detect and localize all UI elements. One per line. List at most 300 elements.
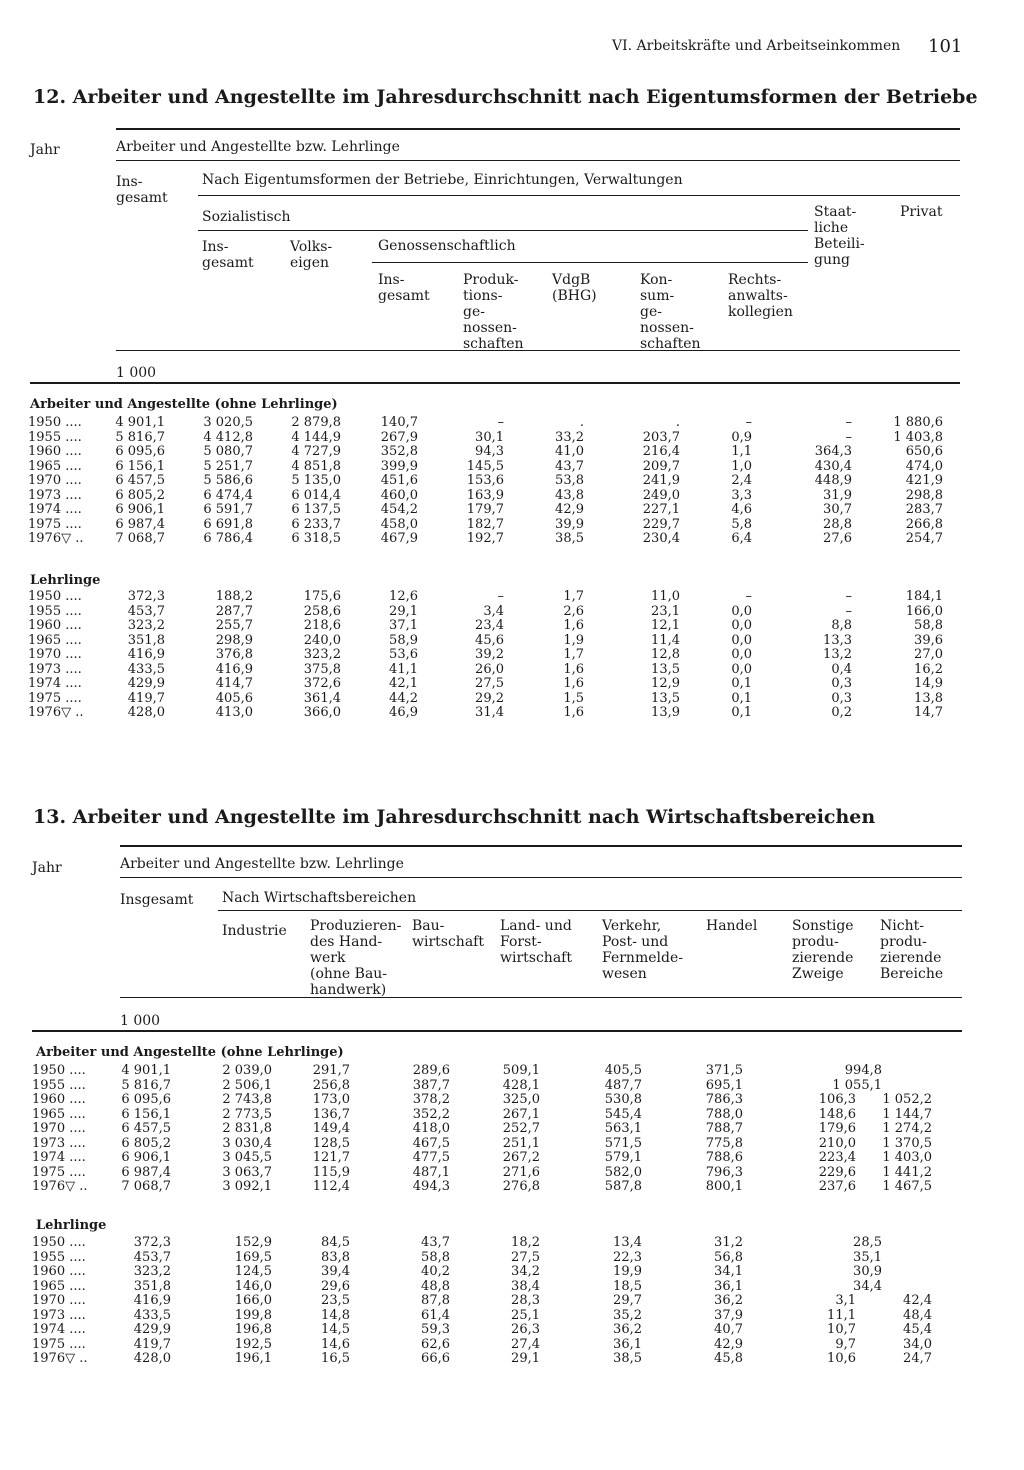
table-cell: 267,9 [380,429,418,445]
table-cell: 4 901,1 [121,1063,171,1078]
table-row [0,1338,1024,1353]
table-cell: 0,1 [731,690,752,706]
table-row [0,1309,1024,1324]
table-cell: 28,3 [511,1293,540,1308]
table-row [0,677,1024,692]
table-cell: 323,2 [133,1264,171,1279]
table-cell: 271,6 [502,1164,540,1180]
table-cell: 106,3 [818,1092,856,1107]
table-cell: 12,1 [651,618,680,633]
table-row [0,1079,1024,1094]
table-cell: 4 144,9 [291,429,341,445]
table12-lehrlinge-rows [0,590,1024,721]
table-cell: 33,2 [555,429,584,445]
table-cell: 6 095,6 [121,1092,171,1107]
table-cell: 27,0 [914,647,943,662]
table-cell: 14,7 [914,705,943,720]
row-year: 1960 .... [28,444,82,459]
table-cell: 26,0 [475,661,504,677]
table13-col-insgesamt: Insgesamt [120,892,194,908]
table-cell: 152,9 [234,1235,272,1250]
table-cell: 1,6 [563,705,584,720]
table-cell: 35,2 [613,1307,642,1323]
table-cell: 430,4 [814,458,852,474]
table-cell: 115,9 [312,1164,350,1180]
table-cell: 399,9 [380,458,418,474]
table-cell: 42,1 [389,676,418,691]
table-row [0,1122,1024,1137]
row-year: 1974 .... [32,1322,86,1337]
table-cell: 210,0 [818,1135,856,1151]
table-cell: 0,9 [731,429,752,445]
table-cell: 6 457,5 [115,473,165,488]
table-cell: 87,8 [421,1293,450,1308]
table-cell: 298,8 [905,487,943,503]
table13-section-lehrlinge: Lehrlinge [36,1218,107,1233]
table-cell: 6 457,5 [121,1121,171,1136]
table-cell: 112,4 [312,1179,350,1194]
table-cell: 229,7 [642,516,680,532]
table-cell: 34,0 [903,1336,932,1352]
table-cell: 36,2 [613,1322,642,1337]
table12-col-jahr: Jahr [30,142,60,158]
row-year: 1976▽ .. [32,1179,88,1194]
table-cell: 0,1 [731,705,752,720]
table-cell: 9,7 [835,1336,856,1352]
table-cell: 258,6 [303,603,341,619]
table-cell: 788,6 [705,1150,743,1165]
table-cell: 6 474,4 [203,487,253,503]
table-cell: 62,6 [421,1336,450,1352]
table-cell: 3 045,5 [222,1150,272,1165]
table-cell: 414,7 [215,676,253,691]
table-row [0,1294,1024,1309]
table-cell: 405,5 [604,1063,642,1078]
table-row [0,1251,1024,1266]
table-cell: 477,5 [412,1150,450,1165]
table-row [0,460,1024,475]
table12-header-nach: Nach Eigentumsformen der Betriebe, Einrichtungen, Verwaltungen [202,172,683,188]
table-cell: 39,2 [475,647,504,662]
table-cell: 146,0 [234,1278,272,1294]
table-cell: 800,1 [705,1179,743,1194]
table-cell: 428,0 [127,705,165,720]
table-cell: 298,9 [215,632,253,648]
table-cell: 13,9 [651,705,680,720]
table-cell: 352,8 [380,444,418,459]
table-cell: 12,6 [389,589,418,604]
table13-col-sonstige: Sonstige produ- zierende Zweige [792,918,854,982]
table-cell: 13,5 [651,661,680,677]
table-cell: 140,7 [380,415,418,430]
table-cell: 429,9 [133,1322,171,1337]
table-cell: 241,9 [642,473,680,488]
table-cell: 13,2 [823,647,852,662]
table12-col-staatlich: Staat- liche Beteili- gung [814,204,865,268]
table-cell: 2 743,8 [222,1092,272,1107]
table-cell: – [845,429,852,445]
table-cell: 42,4 [903,1293,932,1308]
table-cell: 1 441,2 [882,1164,932,1180]
table-cell: 196,8 [234,1322,272,1337]
table-cell: 53,6 [389,647,418,662]
table-cell: 1,6 [563,676,584,691]
table-cell: 467,9 [380,531,418,546]
table-cell: 3 092,1 [222,1179,272,1194]
table-cell: 30,1 [475,429,504,445]
table-cell: 6 591,7 [203,502,253,517]
table-cell: 29,6 [321,1278,350,1294]
table-cell: 1 370,5 [882,1135,932,1151]
table-cell-merged: 30,9 [853,1264,882,1279]
table-cell: 1,9 [563,632,584,648]
table-cell: 29,1 [389,603,418,619]
table12-arbeiter-rows [0,416,1024,547]
table-cell: 2 039,0 [222,1063,272,1078]
table-cell: 43,8 [555,487,584,503]
table-cell: 3,3 [731,487,752,503]
table-cell: 6 805,2 [121,1135,171,1151]
table-cell: 45,8 [714,1351,743,1366]
row-year: 1976▽ .. [28,531,84,546]
row-year: 1975 .... [32,1336,86,1352]
table-cell: 14,5 [321,1322,350,1337]
table-cell: 18,5 [613,1278,642,1294]
table13-col-jahr: Jahr [32,860,62,876]
table12-col-privat: Privat [900,204,943,220]
table-cell: 3,1 [835,1293,856,1308]
table-row [0,431,1024,446]
row-year: 1973 .... [32,1307,86,1323]
table-cell-merged: 35,1 [853,1249,882,1265]
table-row [0,1064,1024,1079]
table-cell: 29,1 [511,1351,540,1366]
table-cell: 6 691,8 [203,516,253,532]
table-cell: – [845,589,852,604]
table-cell: 182,7 [466,516,504,532]
table-cell: 175,6 [303,589,341,604]
table-cell: 6 156,1 [121,1106,171,1122]
table-cell: 188,2 [215,589,253,604]
table-cell: 11,1 [827,1307,856,1323]
row-year: 1950 .... [28,415,82,430]
table-cell: 2 506,1 [222,1077,272,1093]
table-cell: 14,6 [321,1336,350,1352]
table-row [0,1352,1024,1367]
table-cell-merged: 1 055,1 [832,1077,882,1093]
rule [116,350,960,351]
table-cell: 6 987,4 [115,516,165,532]
table12-col-produktion: Produk- tions- ge- nossen- schaften [463,272,524,352]
table-cell: 448,9 [814,473,852,488]
table-cell: 254,7 [905,531,943,546]
table-cell: – [845,603,852,619]
rule [372,262,808,263]
table13-arbeiter-rows [0,1064,1024,1195]
table12-title: 12. Arbeiter und Angestellte im Jahresdurchschnitt nach Eigentumsformen der Betriebe [33,86,978,108]
table-row [0,1280,1024,1295]
rule [218,910,962,911]
table-cell: 453,7 [127,603,165,619]
table-cell: 474,0 [905,458,943,474]
table-cell: 5 816,7 [121,1077,171,1093]
row-year: 1970 .... [28,473,82,488]
rule [198,230,808,231]
rule [120,877,962,878]
table-cell: 227,1 [642,502,680,517]
table-cell: 372,6 [303,676,341,691]
table-cell: 27,4 [511,1336,540,1352]
table-cell: 371,5 [705,1063,743,1078]
table-cell: 38,5 [613,1351,642,1366]
row-year: 1976▽ .. [28,705,84,720]
table-cell: 23,1 [651,603,680,619]
row-year: 1975 .... [28,690,82,706]
table-row [0,1180,1024,1195]
table-cell: 124,5 [234,1264,272,1279]
table-row [0,1265,1024,1280]
table-cell: 7 068,7 [121,1179,171,1194]
table-row [0,416,1024,431]
table-cell: 323,2 [303,647,341,662]
table-row [0,1151,1024,1166]
table-cell: 31,4 [475,705,504,720]
table12-header-sozialistisch: Sozialistisch [202,209,291,225]
table-cell: 460,0 [380,487,418,503]
rule [198,195,960,196]
table-cell: 12,8 [651,647,680,662]
table-cell: 4,6 [731,502,752,517]
table-cell: 582,0 [604,1164,642,1180]
table-cell: 43,7 [555,458,584,474]
table-cell: 351,8 [127,632,165,648]
running-header: VI. Arbeitskräfte und Arbeitseinkommen [612,38,901,54]
table-cell: 23,4 [475,618,504,633]
table-cell: 428,0 [133,1351,171,1366]
table-cell: 372,3 [133,1235,171,1250]
table-cell: 6 156,1 [115,458,165,474]
table-cell: 545,4 [604,1106,642,1122]
table13-header-nach: Nach Wirtschaftsbereichen [222,890,417,906]
table-cell: 4 901,1 [115,415,165,430]
table-cell: 218,6 [303,618,341,633]
table-cell: 13,8 [914,690,943,706]
table-cell: 223,4 [818,1150,856,1165]
table-cell: 571,5 [604,1135,642,1151]
table-cell: 1 052,2 [882,1092,932,1107]
table-cell: 372,3 [127,589,165,604]
table-cell: 416,9 [127,647,165,662]
table-cell: 23,5 [321,1293,350,1308]
table-cell: 31,2 [714,1235,743,1250]
table-cell-merged: 28,5 [853,1235,882,1250]
table13-col-nichtproduzierend: Nicht- produ- zierende Bereiche [880,918,944,982]
table12-col-vdgb: VdgB (BHG) [552,272,597,304]
table-cell: 61,4 [421,1307,450,1323]
table-cell: 1 274,2 [882,1121,932,1136]
table-cell: 6 137,5 [291,502,341,517]
row-year: 1965 .... [32,1278,86,1294]
table-cell-merged: 994,8 [844,1063,882,1078]
table-cell: 237,6 [818,1179,856,1194]
table-cell: 83,8 [321,1249,350,1265]
table-cell: 16,5 [321,1351,350,1366]
table-cell: – [845,415,852,430]
table-cell: 41,0 [555,444,584,459]
table13-section-arbeiter: Arbeiter und Angestellte (ohne Lehrlinge) [36,1045,344,1060]
table-cell: 4 851,8 [291,458,341,474]
rule [32,1030,962,1032]
table-cell: 419,7 [127,690,165,706]
table-cell: 7 068,7 [115,531,165,546]
row-year: 1975 .... [32,1164,86,1180]
table-cell: 251,1 [502,1135,540,1151]
table-cell: 775,8 [705,1135,743,1151]
table-row [0,445,1024,460]
table-cell: 494,3 [412,1179,450,1194]
table-cell: 3,4 [483,603,504,619]
table-cell: 0,3 [831,676,852,691]
table-cell: 3 020,5 [203,415,253,430]
row-year: 1976▽ .. [32,1351,88,1366]
table-cell: 27,6 [823,531,852,546]
table-cell: 325,0 [502,1092,540,1107]
table-cell: 30,7 [823,502,852,517]
table-row [0,1236,1024,1251]
table-cell: 38,4 [511,1278,540,1294]
row-year: 1970 .... [32,1121,86,1136]
table-cell: 487,1 [412,1164,450,1180]
table-row [0,663,1024,678]
table12-col-insgesamt: Ins- gesamt [116,174,168,206]
table-cell: 0,2 [831,705,852,720]
table-cell: 6 014,4 [291,487,341,503]
table-cell: 203,7 [642,429,680,445]
row-year: 1965 .... [32,1106,86,1122]
table-row [0,489,1024,504]
table-cell: 418,0 [412,1121,450,1136]
rule [116,128,960,130]
table-cell: 2 831,8 [222,1121,272,1136]
row-year: 1974 .... [28,502,82,517]
row-year: 1960 .... [32,1264,86,1279]
table-cell: 136,7 [312,1106,350,1122]
table-cell: 36,2 [714,1293,743,1308]
table-cell: 5 251,7 [203,458,253,474]
table-cell: . [579,415,584,430]
table-cell: 66,6 [421,1351,450,1366]
table-cell: 563,1 [604,1121,642,1136]
table-cell: 0,0 [731,603,752,619]
table-cell: – [745,415,752,430]
table13-col-industrie: Industrie [222,923,287,939]
table-cell: 184,1 [905,589,943,604]
table-row [0,692,1024,707]
table13-col-land-forst: Land- und Forst- wirtschaft [500,918,572,966]
table-cell: 216,4 [642,444,680,459]
table-cell: 169,5 [234,1249,272,1265]
table-cell: 12,9 [651,676,680,691]
table-cell: 1 144,7 [882,1106,932,1122]
table-cell: 266,8 [905,516,943,532]
table-cell: 1,1 [731,444,752,459]
table-cell: 0,0 [731,618,752,633]
row-year: 1965 .... [28,458,82,474]
rule [116,160,960,161]
table-cell: 29,2 [475,690,504,706]
table-cell: 419,7 [133,1336,171,1352]
table-cell: 1 403,0 [882,1150,932,1165]
table-cell: 454,2 [380,502,418,517]
table13-title: 13. Arbeiter und Angestellte im Jahresdurchschnitt nach Wirtschaftsbereichen [33,806,876,828]
table-cell: 148,6 [818,1106,856,1122]
table13-header-top: Arbeiter und Angestellte bzw. Lehrlinge [120,856,404,872]
row-year: 1970 .... [28,647,82,662]
table-cell: 267,1 [502,1106,540,1122]
table-cell: 192,7 [466,531,504,546]
table-cell: 361,4 [303,690,341,706]
row-year: 1960 .... [28,618,82,633]
table-cell: 42,9 [714,1336,743,1352]
table-cell: 413,0 [215,705,253,720]
table-cell: 289,6 [412,1063,450,1078]
table-cell: 58,8 [914,618,943,633]
table-cell: 6,4 [731,531,752,546]
table-cell: 28,8 [823,516,852,532]
table12-col-gen-insgesamt: Ins- gesamt [378,272,430,304]
table-cell: 6 318,5 [291,531,341,546]
table-cell: 27,5 [511,1249,540,1265]
table-cell: 13,4 [613,1235,642,1250]
table-cell: 416,9 [133,1293,171,1308]
table-row [0,706,1024,721]
table-row [0,474,1024,489]
row-year: 1974 .... [32,1150,86,1165]
table-cell: 39,6 [914,632,943,648]
table-cell: 84,5 [321,1235,350,1250]
table-cell: 1 467,5 [882,1179,932,1194]
table-cell: 579,1 [604,1150,642,1165]
table-cell: 695,1 [705,1077,743,1093]
table-cell: 650,6 [905,444,943,459]
table-cell: 788,0 [705,1106,743,1122]
table-row [0,648,1024,663]
table-cell: 13,3 [823,632,852,648]
table-cell: 2,4 [731,473,752,488]
table-cell: 451,6 [380,473,418,488]
table12-col-rechtsanwalt: Rechts- anwalts- kollegien [728,272,793,320]
table12-col-volkseigen: Volks- eigen [290,239,333,271]
table-cell: 40,7 [714,1322,743,1337]
rule [120,845,962,847]
table-cell: 6 987,4 [121,1164,171,1180]
table-cell: 1,5 [563,690,584,706]
table13-col-bauwirtschaft: Bau- wirtschaft [412,918,484,950]
table-cell-merged: 34,4 [853,1278,882,1294]
row-year: 1955 .... [32,1249,86,1265]
table-cell: 3 030,4 [222,1135,272,1151]
table-cell: 421,9 [905,473,943,488]
table-cell: 249,0 [642,487,680,503]
row-year: 1955 .... [28,603,82,619]
table-cell: 22,3 [613,1249,642,1265]
table-row [0,1093,1024,1108]
table-cell: 163,9 [466,487,504,503]
page-number: 101 [928,36,963,57]
table-cell: 199,8 [234,1307,272,1323]
table13-col-handwerk: Produzieren- des Hand- werk (ohne Bau- handwerk) [310,918,402,998]
table-cell: 323,2 [127,618,165,633]
